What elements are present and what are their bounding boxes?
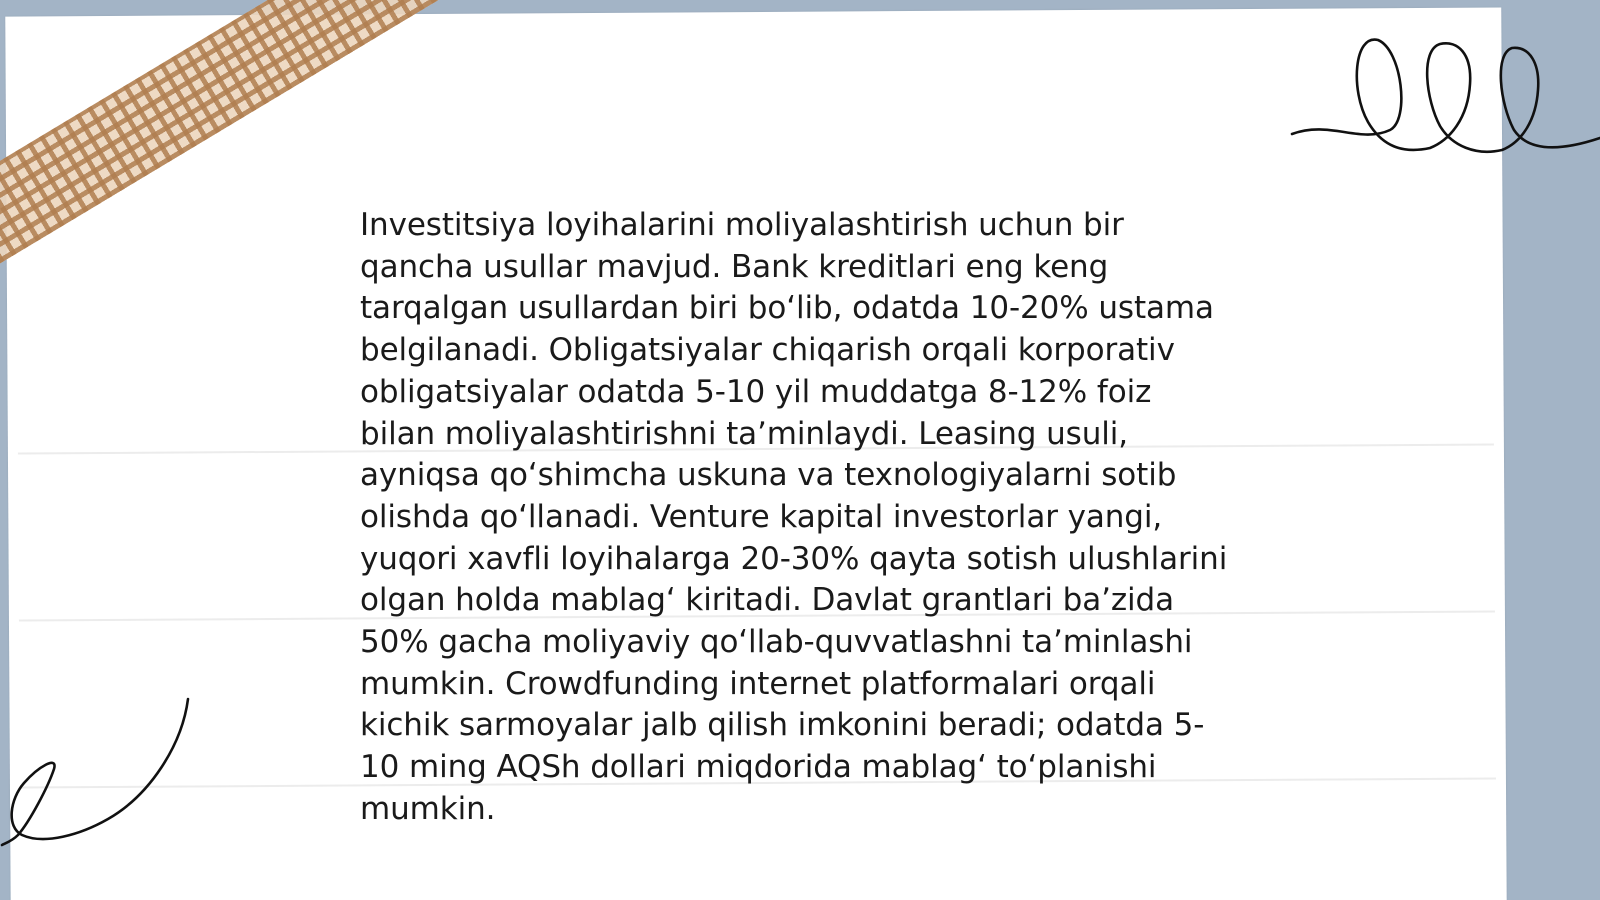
body-paragraph: Investitsiya loyihalarini moliyalashtirish uchun bir qancha usullar mavjud. Bank kreditlari eng keng tarqalgan usullardan biri boʻlib, odatda 10-20% ustama belgilanadi. Obligatsiyalar chiqarish orqali korporativ obligatsiyalar odatda 5-10 yil muddatga 8-12% foiz bilan moliyalashtirishni taʼminlaydi. Leasing usuli, ayniqsa qoʻshimcha uskuna va texnologiyalarni sotib olishda qoʻllanadi. Venture kapital investorlar yangi, yuqori xavfli loyihalarga 20-30% qayta sotish ulushlarini olgan holda mablagʻ kiritadi. Davlat grantlari baʼzida 50% gacha moliyaviy qoʻllab-quvvatlashni taʼminlashi mumkin. Crowdfunding internet platformalari orqali kichik sarmoyalar jalb qilish imkonini beradi; odatda 5-10 ming AQSh dollari miqdorida mablagʻ toʻplanishi mumkin. <box>360 207 1228 827</box>
loop-scribble-icon <box>1290 30 1600 170</box>
swirl-scribble-icon <box>0 695 200 850</box>
